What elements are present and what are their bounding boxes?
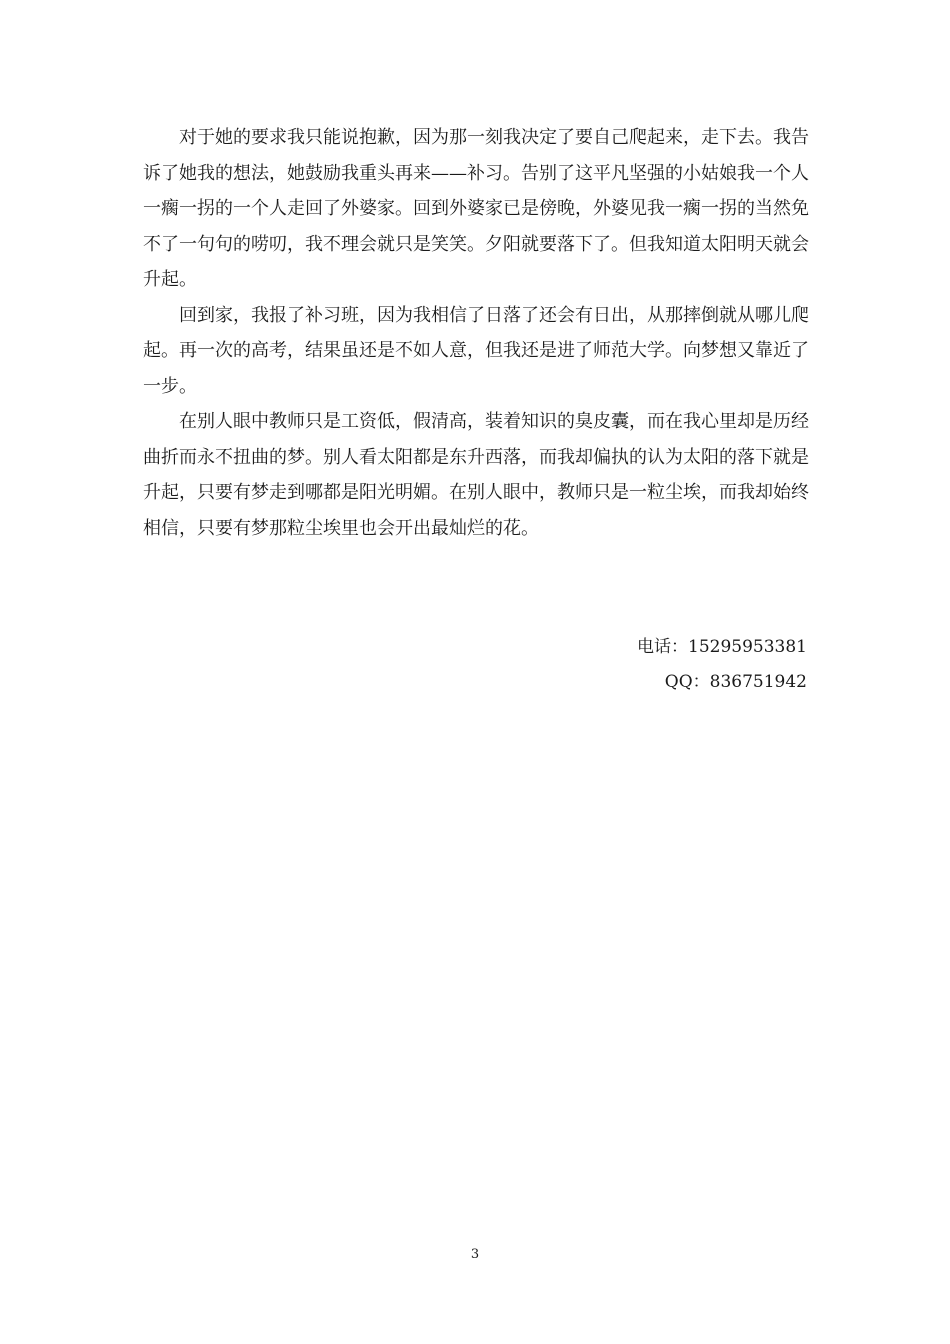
paragraph-3: 在别人眼中教师只是工资低，假清高，装着知识的臭皮囊，而在我心里却是历经曲折而永不扭曲的梦。别人看太阳都是东升西落，而我却偏执的认为太阳的落下就是升起，只要有梦走到哪都是阳光明媚。在别人眼中，教师只是一粒尘埃，而我却始终相信，只要有梦那粒尘埃里也会开出最灿烂的花。: [143, 411, 809, 539]
contact-phone: 电话：15295953381: [637, 637, 807, 657]
document-body: [143, 120, 809, 546]
page-number: 3: [470, 1247, 480, 1262]
paragraph-1: 对于她的要求我只能说抱歉，因为那一刻我决定了要自己爬起来，走下去。我告诉了她我的想法，她鼓励我重头再来——补习。告别了这平凡坚强的小姑娘我一个人一瘸一拐的一个人走回了外婆家。回到外婆家已是傍晚，外婆见我一瘸一拐的当然免不了一句句的唠叨，我不理会就只是笑笑。夕阳就要落下了。但我知道太阳明天就会升起。: [143, 127, 809, 290]
contact-qq: QQ：836751942: [664, 672, 807, 692]
paragraph-2: 回到家，我报了补习班，因为我相信了日落了还会有日出，从那摔倒就从哪儿爬起。再一次的高考，结果虽还是不如人意，但我还是进了师范大学。向梦想又靠近了一步。: [143, 304, 809, 397]
contact-info: [637, 630, 807, 700]
